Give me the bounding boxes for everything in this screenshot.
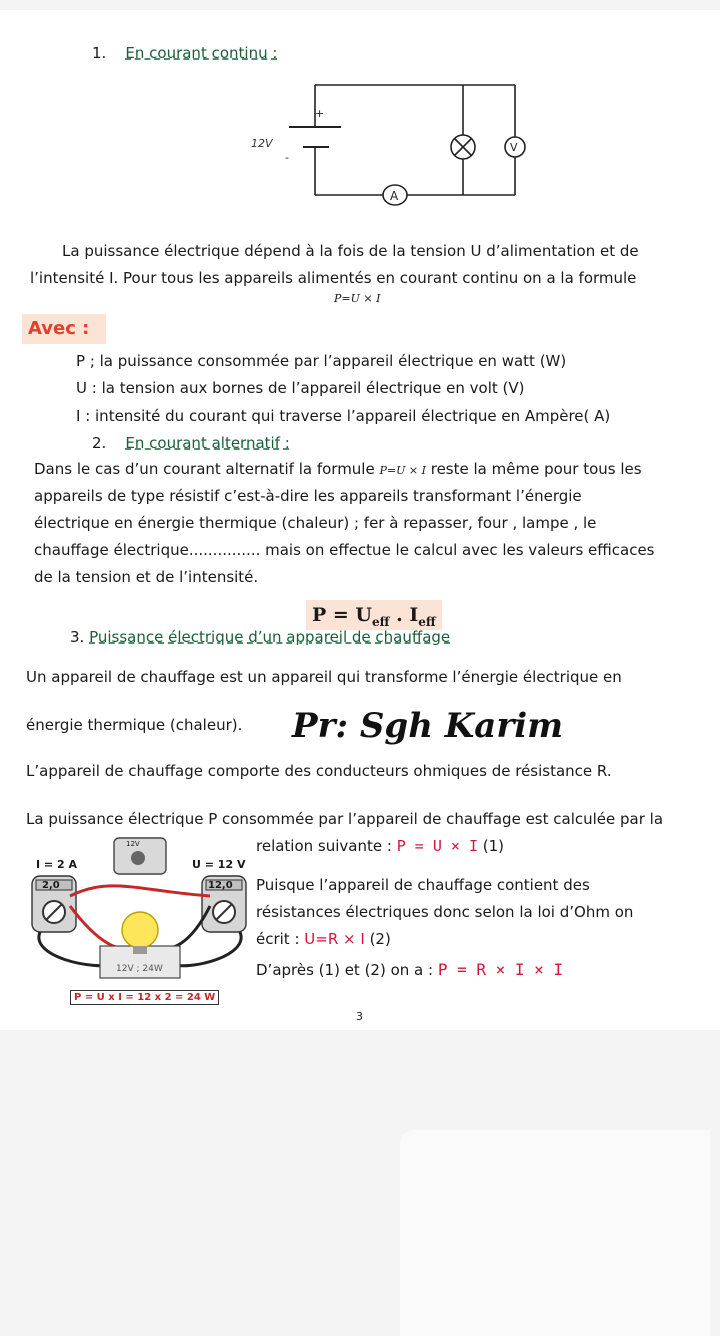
formula-sub: eff <box>418 614 436 629</box>
para5: La puissance électrique P consommée par l’appareil de chauffage est calculée par la <box>26 810 664 828</box>
relation-text: relation suivante : <box>256 837 392 855</box>
power-result <box>70 990 219 1005</box>
para2-line3: électrique en énergie thermique (chaleur) ; fer à repasser, four , lampe , le <box>34 514 597 532</box>
section-title: Puissance électrique d’un appareil de chauffage <box>89 628 451 646</box>
para2-line2: appareils de type résistif c’est-à-dire les appareils transformant l’énergie <box>34 487 582 505</box>
para2-line5: de la tension et de l’intensité. <box>34 568 259 586</box>
relation-line <box>256 837 504 855</box>
section-number: 3. <box>70 628 85 646</box>
formula-sub: eff <box>372 614 390 629</box>
formula-part: . I <box>389 604 419 626</box>
relation-formula: P = U × I <box>396 837 478 855</box>
avec-label: Avec : <box>22 314 106 344</box>
minus-sign: - <box>285 151 289 164</box>
voltage-label: U = 12 V <box>192 858 246 871</box>
ammeter-reading: 2,0 <box>42 880 60 891</box>
dapres-formula: P = R × I × I <box>437 960 564 979</box>
puisque-line2: résistances électriques donc selon la loi d’Ohm on <box>256 903 634 921</box>
current-label: I = 2 A <box>36 858 77 871</box>
dapres-line <box>256 960 563 979</box>
para2-line1 <box>34 460 642 478</box>
power-result-text: P = U x I = 12 x 2 = 24 W <box>74 992 216 1003</box>
ecrit-line <box>256 930 391 948</box>
definition-p: P ; la puissance consommée par l’appareil électrique en watt (W) <box>76 352 567 370</box>
dapres-text: D’après (1) et (2) on a : <box>256 961 434 979</box>
section-title: En courant alternatif : <box>125 434 290 452</box>
effective-power-formula <box>306 600 442 630</box>
definition-i: I : intensité du courant qui traverse l’appareil électrique en Ampère( A) <box>76 407 611 425</box>
para2-line4: chauffage électrique............... mais on effectue le calcul avec les valeurs efficaces <box>34 541 655 559</box>
para3-line2: énergie thermique (chaleur). <box>26 716 243 734</box>
relation-ref: (1) <box>482 837 505 855</box>
para1-line2: l’intensité I. Pour tous les appareils alimentés en courant continu on a la formule <box>30 269 637 287</box>
definition-u: U : la tension aux bornes de l’appareil électrique en volt (V) <box>76 379 525 397</box>
para1-line1: La puissance électrique dépend à la fois de la tension U d’alimentation et de <box>62 242 639 260</box>
document-page <box>0 10 720 1030</box>
heater-circuit-figure <box>30 836 250 1012</box>
battery-voltage: 12V <box>251 137 273 150</box>
plus-sign: + <box>315 107 325 120</box>
para2-text: Dans le cas d’un courant alternatif la formule <box>34 460 375 478</box>
section-number: 2. <box>92 434 107 452</box>
ecrit-formula: U=R × I <box>304 930 365 948</box>
dc-circuit-diagram <box>245 75 545 225</box>
ecrit-ref: (2) <box>369 930 391 948</box>
section-number: 1. <box>92 44 107 62</box>
author-watermark: Pr: Sgh Karim <box>292 706 564 746</box>
supply-label: 12V <box>126 840 140 848</box>
ecrit-text: écrit : <box>256 930 300 948</box>
page-number: 3 <box>356 1010 363 1023</box>
ammeter-label: A <box>390 189 399 203</box>
puisque-line1: Puisque l’appareil de chauffage contient des <box>256 876 590 894</box>
section-3-heading <box>70 628 450 646</box>
para3-line1: Un appareil de chauffage est un appareil qui transforme l’énergie électrique en <box>26 668 622 686</box>
para2-text: reste la même pour tous les <box>430 460 642 478</box>
section-2-heading <box>92 434 290 452</box>
lamp-label: 12V ; 24W <box>116 964 163 974</box>
formula-part: P = U <box>312 604 373 626</box>
para4: L’appareil de chauffage comporte des conducteurs ohmiques de résistance R. <box>26 762 612 780</box>
formula-p-ui: P=U × I <box>334 292 381 305</box>
section-1-heading <box>92 44 277 62</box>
section-title: En courant continu : <box>125 44 278 62</box>
background-card <box>400 1130 710 1336</box>
para2-formula: P=U × I <box>379 464 426 477</box>
voltmeter-label: V <box>510 141 518 154</box>
voltmeter-reading: 12,0 <box>208 880 233 891</box>
